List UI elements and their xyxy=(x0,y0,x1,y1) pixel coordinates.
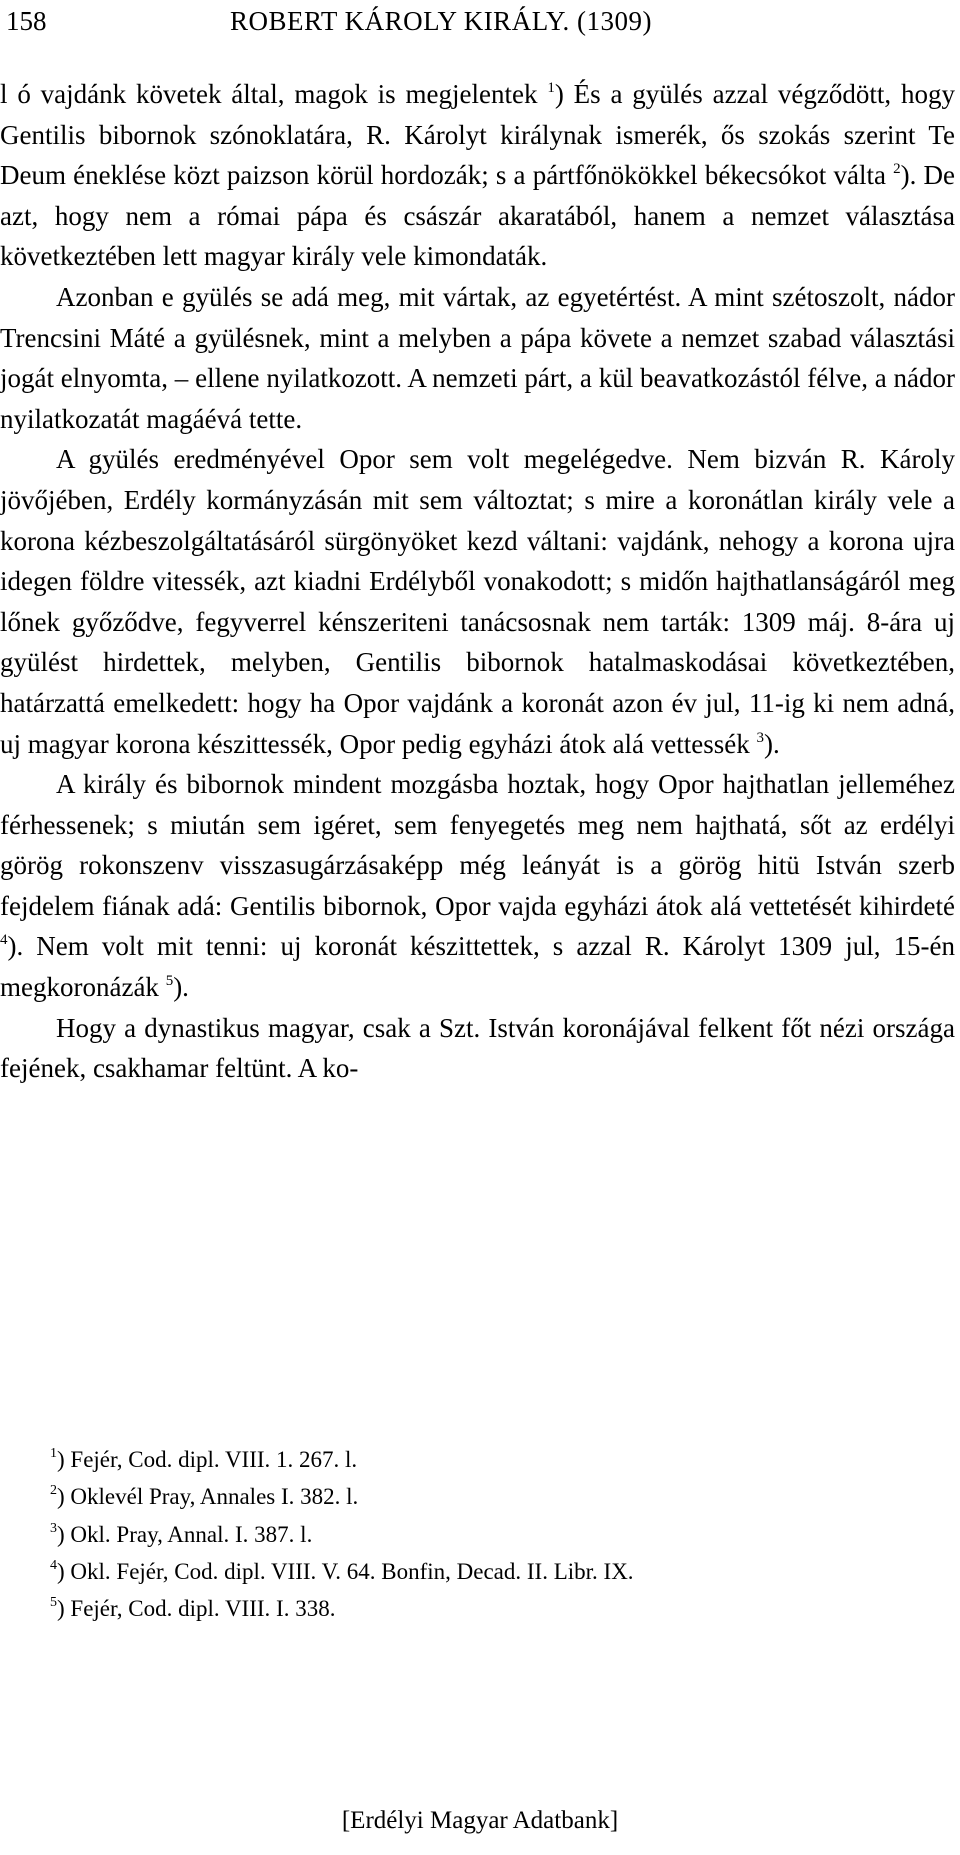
text-run: A gyülés eredményével Opor sem volt megelégedve. Nem bizván R. Károly jövőjében, Erdély kormányzásán mit sem változtat; s mire a koronátlan király vele a korona kézbeszolgáltatásáról sürgönyöket kezd váltani: vajdánk, nehogy a korona ujra idegen földre vitessék, azt kiadni Erdélyből vonakodott; s midőn hajthatlanságáról meg lőnek győződve, fegyverrel kénszeriteni tanácsosnak nem tarták: 1309 máj. 8-ára uj gyülést hirdettek, melyben, Gentilis bibornok hatalmaskodásai következtében, határzattá emelkedett: hogy ha Opor vajdánk a koronát azon év jul, 11-ig ki nem adná, uj magyar korona készittessék, Opor pedig egyházi átok alá vettessék xyxy=(0,444,955,759)
footnote xyxy=(50,1516,930,1553)
footnote-text: ) Okl. Fejér, Cod. dipl. VIII. V. 64. Bonfin, Decad. II. Libr. IX. xyxy=(57,1558,634,1584)
paragraph xyxy=(0,277,955,439)
text-run: ) És a gyülés azzal végződött, hogy Gentilis bibornok szónoklatára, R. Károlyt királynak ismerék, ős szokás szerint Te Deum éneklése közt paizson körül hordozák; s a pártfőnökökkel békecsókot válta xyxy=(0,79,955,191)
text-run: l ó vajdánk követek által, magok is megjelentek xyxy=(0,79,548,109)
page-header xyxy=(0,6,960,46)
page-footer: [Erdélyi Magyar Adatbank] xyxy=(341,1807,619,1834)
footnote-text: ) Fejér, Cod. dipl. VIII. 1. 267. l. xyxy=(57,1447,358,1472)
footnote-mark: 5 xyxy=(50,1595,57,1611)
footnote-mark: 2 xyxy=(50,1483,57,1499)
paragraph xyxy=(0,74,955,277)
page-number: 158 xyxy=(6,6,47,36)
footnote xyxy=(50,1441,930,1478)
footnote-mark: 1 xyxy=(50,1446,57,1461)
footnote-text: ) Oklevél Pray, Annales I. 382. l. xyxy=(57,1484,359,1510)
text-run: ). xyxy=(173,972,189,1003)
footnote-reference: 2 xyxy=(893,161,901,178)
body-text xyxy=(0,74,955,1089)
footnote-mark: 4 xyxy=(50,1557,57,1573)
footnote-reference: 3 xyxy=(756,729,765,746)
text-run: A király és bibornok mindent mozgásba hoztak, hogy Opor hajthatlan jelleméhez férhessenek; s miután sem igéret, sem fenyegetés meg nem hajthatá, sőt az erdélyi görög rokonszenv visszasugárzásaképp még leányát is a görög hitü István szerb fejdelem fiának adá: Gentilis bibornok, Opor vajda egyházi átok alá vettetését kihirdeté xyxy=(0,769,955,921)
text-run: ). Nem volt mit tenni: uj koronát készittettek, s azzal R. Károlyt 1309 jul, 15-én megkoronázák xyxy=(0,931,955,1003)
footnote-reference: 4 xyxy=(0,932,8,949)
footnote-mark: 3 xyxy=(50,1520,57,1536)
paragraph xyxy=(0,1008,955,1089)
footnote-text: ) Fejér, Cod. dipl. VIII. I. 338. xyxy=(57,1596,336,1622)
paragraph xyxy=(0,439,955,764)
running-title: ROBERT KÁROLY KIRÁLY. (1309) xyxy=(230,6,652,36)
paragraph xyxy=(0,764,955,1008)
footnotes xyxy=(50,1441,930,1627)
text-run: Azonban e gyülés se adá meg, mit vártak, az egyetértést. A mint szétoszolt, nádor Trencsini Máté a gyülésnek, mint a melyben a pápa követe a nemzet szabad választási jogát elnyomta, – ellene nyilatkozott. A nemzeti párt, a kül beavatkozástól félve, a nádor nyilatkozatát magáévá tette. xyxy=(0,281,955,434)
footnote-reference: 1 xyxy=(547,80,555,96)
text-run: ). De azt, hogy nem a római pápa és császár akaratából, hanem a nemzet választása következtében lett magyar király vele kimondaták. xyxy=(0,160,956,272)
text-run: ). xyxy=(764,728,780,759)
footnote-reference: 5 xyxy=(165,973,174,990)
footnote xyxy=(50,1553,930,1590)
footnote xyxy=(50,1478,930,1515)
text-run: Hogy a dynastikus magyar, csak a Szt. István koronájával felkent főt nézi országa fejének, csakhamar feltünt. A ko- xyxy=(0,1012,955,1084)
footnote-text: ) Okl. Pray, Annal. I. 387. l. xyxy=(57,1521,313,1547)
footnote xyxy=(50,1590,930,1627)
